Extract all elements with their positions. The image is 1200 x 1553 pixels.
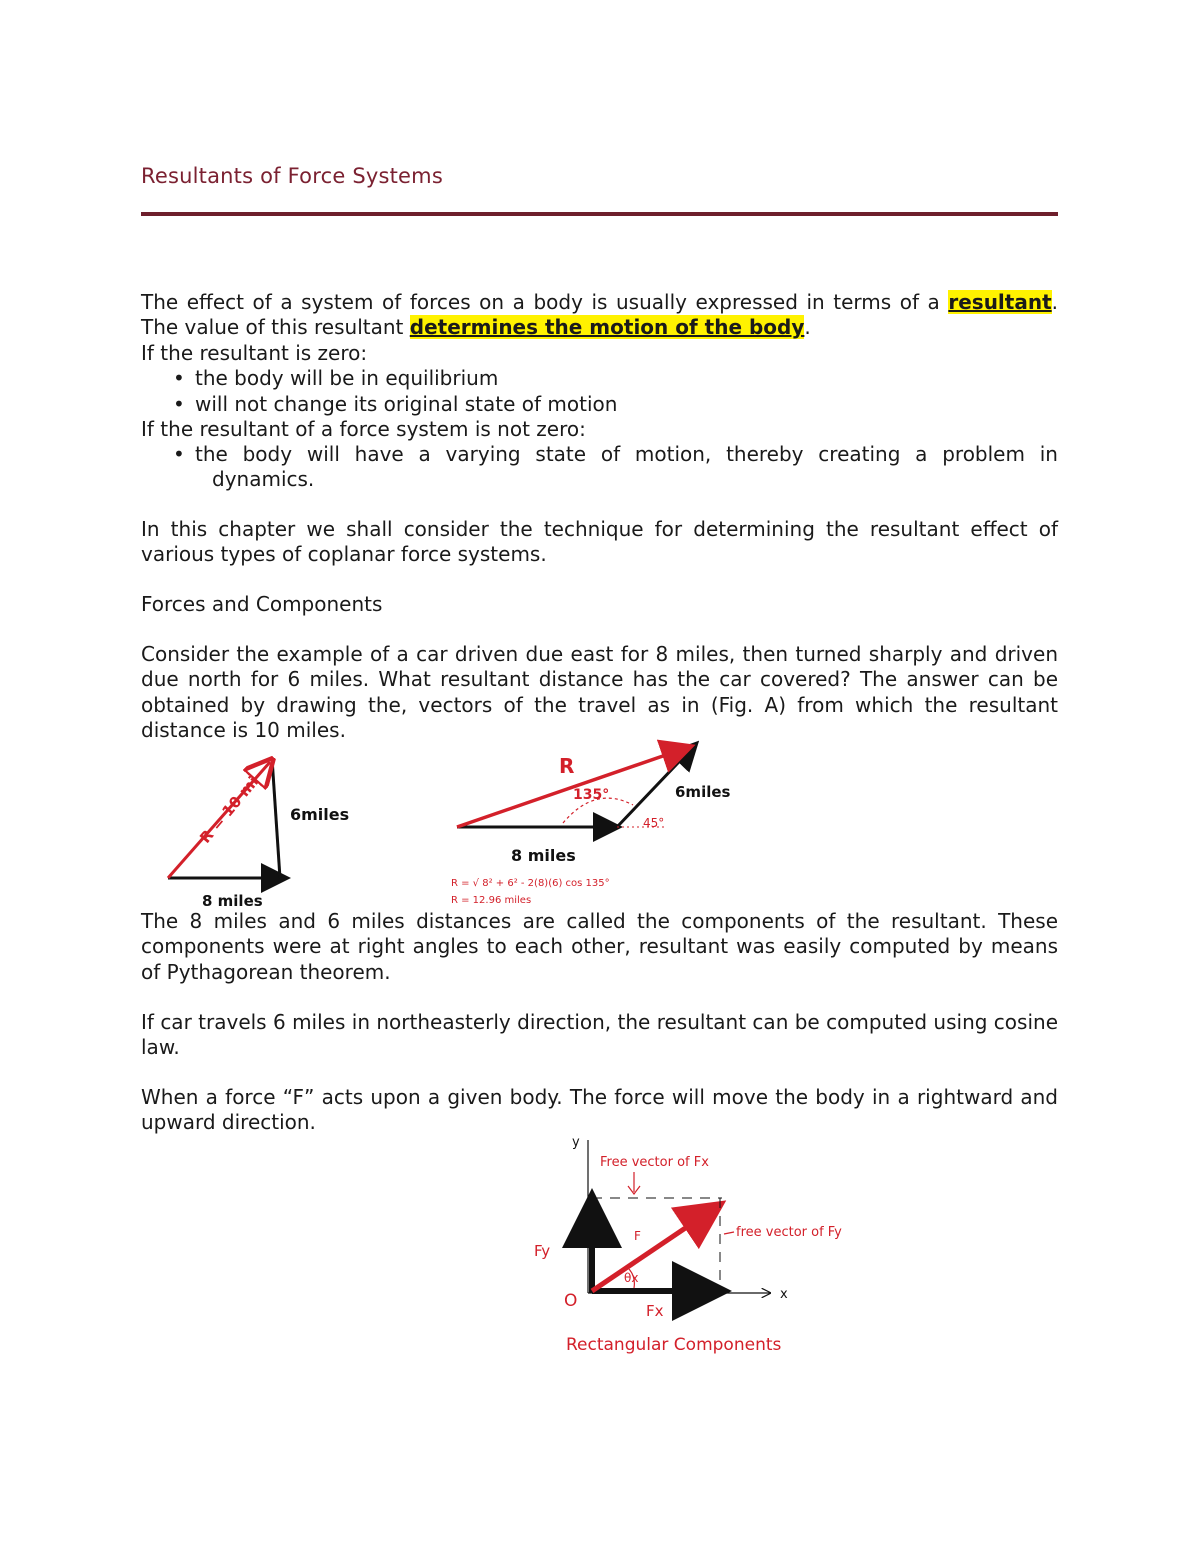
nonzero-item-line1: • the body will have a varying state of motion, thereby creating a problem in	[195, 442, 1058, 467]
highlight-motion: determines the motion of the body	[409, 315, 805, 340]
intro-text-a: The effect of a system of forces on a body is usually expressed in terms of a	[141, 290, 949, 314]
fig-b-side-label: 6miles	[675, 783, 731, 801]
fig-b-small-angle-label: 45°	[643, 816, 665, 830]
fig-c-x-label: x	[780, 1287, 788, 1302]
fig-b-r-label: R	[559, 754, 575, 778]
fig-b-angle-label: 135°	[573, 787, 610, 803]
zero-block	[141, 341, 1058, 493]
figure-c	[530, 1128, 850, 1363]
fig-c-free-fx-pointer-icon	[628, 1172, 640, 1194]
fig-a-hyp-label: R = 10 mi	[196, 772, 263, 847]
fig-c-theta-label: θx	[624, 1271, 639, 1285]
nonzero-list	[141, 442, 1058, 493]
fig-b-formula: R = √ 8² + 6² - 2(8)(6) cos 135°	[451, 878, 610, 889]
car-example-paragraph: Consider the example of a car driven due east for 8 miles, then turned sharply and driven due north for 6 miles. What resultant distance has the car covered? The answer can be obtained by drawing the, vectors of the travel as in (Fig. A) from which the resultant distance is 10 miles.	[141, 642, 1058, 742]
figure-b	[445, 735, 765, 907]
fig-c-f-vector	[592, 1206, 718, 1291]
nonzero-label: If the resultant of a force system is not zero:	[141, 416, 586, 441]
fig-a-vertical-label: 6miles	[290, 805, 350, 824]
zero-label: If the resultant is zero:	[141, 341, 368, 365]
figure-a	[150, 748, 370, 913]
fig-c-free-fx-label: Free vector of Fx	[600, 1155, 709, 1170]
chapter-paragraph: In this chapter we shall consider the technique for determining the resultant effect of various types of coplanar force systems.	[141, 517, 1058, 567]
fig-c-fx-label: Fx	[646, 1302, 664, 1320]
components-paragraph: The 8 miles and 6 miles distances are called the components of the resultant. These components were at right angles to each other, resultant was easily computed by means of Pythagorean theorem.	[141, 909, 1058, 984]
fig-c-free-fy-label: free vector of Fy	[736, 1225, 842, 1240]
fig-c-free-fy-pointer-icon	[724, 1232, 734, 1234]
fig-c-f-label: F	[634, 1229, 641, 1243]
fig-b-base-label: 8 miles	[511, 846, 576, 865]
list-item: • the body will be in equilibrium	[195, 366, 1058, 391]
fig-c-caption: Rectangular Components	[566, 1335, 782, 1355]
list-item	[195, 442, 1058, 493]
highlight-resultant: resultant	[948, 290, 1052, 314]
zero-list	[141, 366, 1058, 417]
fig-c-fy-label: Fy	[534, 1242, 551, 1260]
force-paragraph: When a force “F” acts upon a given body. The force will move the body in a rightward and upward direction.	[141, 1085, 1058, 1135]
cosine-paragraph: If car travels 6 miles in northeasterly direction, the resultant can be computed using cosine law.	[141, 1010, 1058, 1060]
nonzero-item-line2: dynamics.	[212, 467, 315, 492]
intro-text-c: .	[804, 315, 811, 340]
fig-c-y-label: y	[572, 1135, 580, 1150]
page-title: Resultants of Force Systems	[141, 164, 443, 188]
title-rule	[141, 212, 1058, 216]
section-heading: Forces and Components	[141, 592, 383, 616]
fig-c-origin-label: O	[564, 1291, 578, 1311]
list-item: • will not change its original state of motion	[195, 392, 1058, 417]
fig-a-vertical-vector	[272, 758, 280, 878]
intro-paragraph	[141, 290, 1058, 341]
fig-b-result: R = 12.96 miles	[451, 895, 532, 906]
fig-a-base-label: 8 miles	[202, 892, 263, 910]
intro-text-b: . The value of this resultant	[141, 290, 1058, 340]
